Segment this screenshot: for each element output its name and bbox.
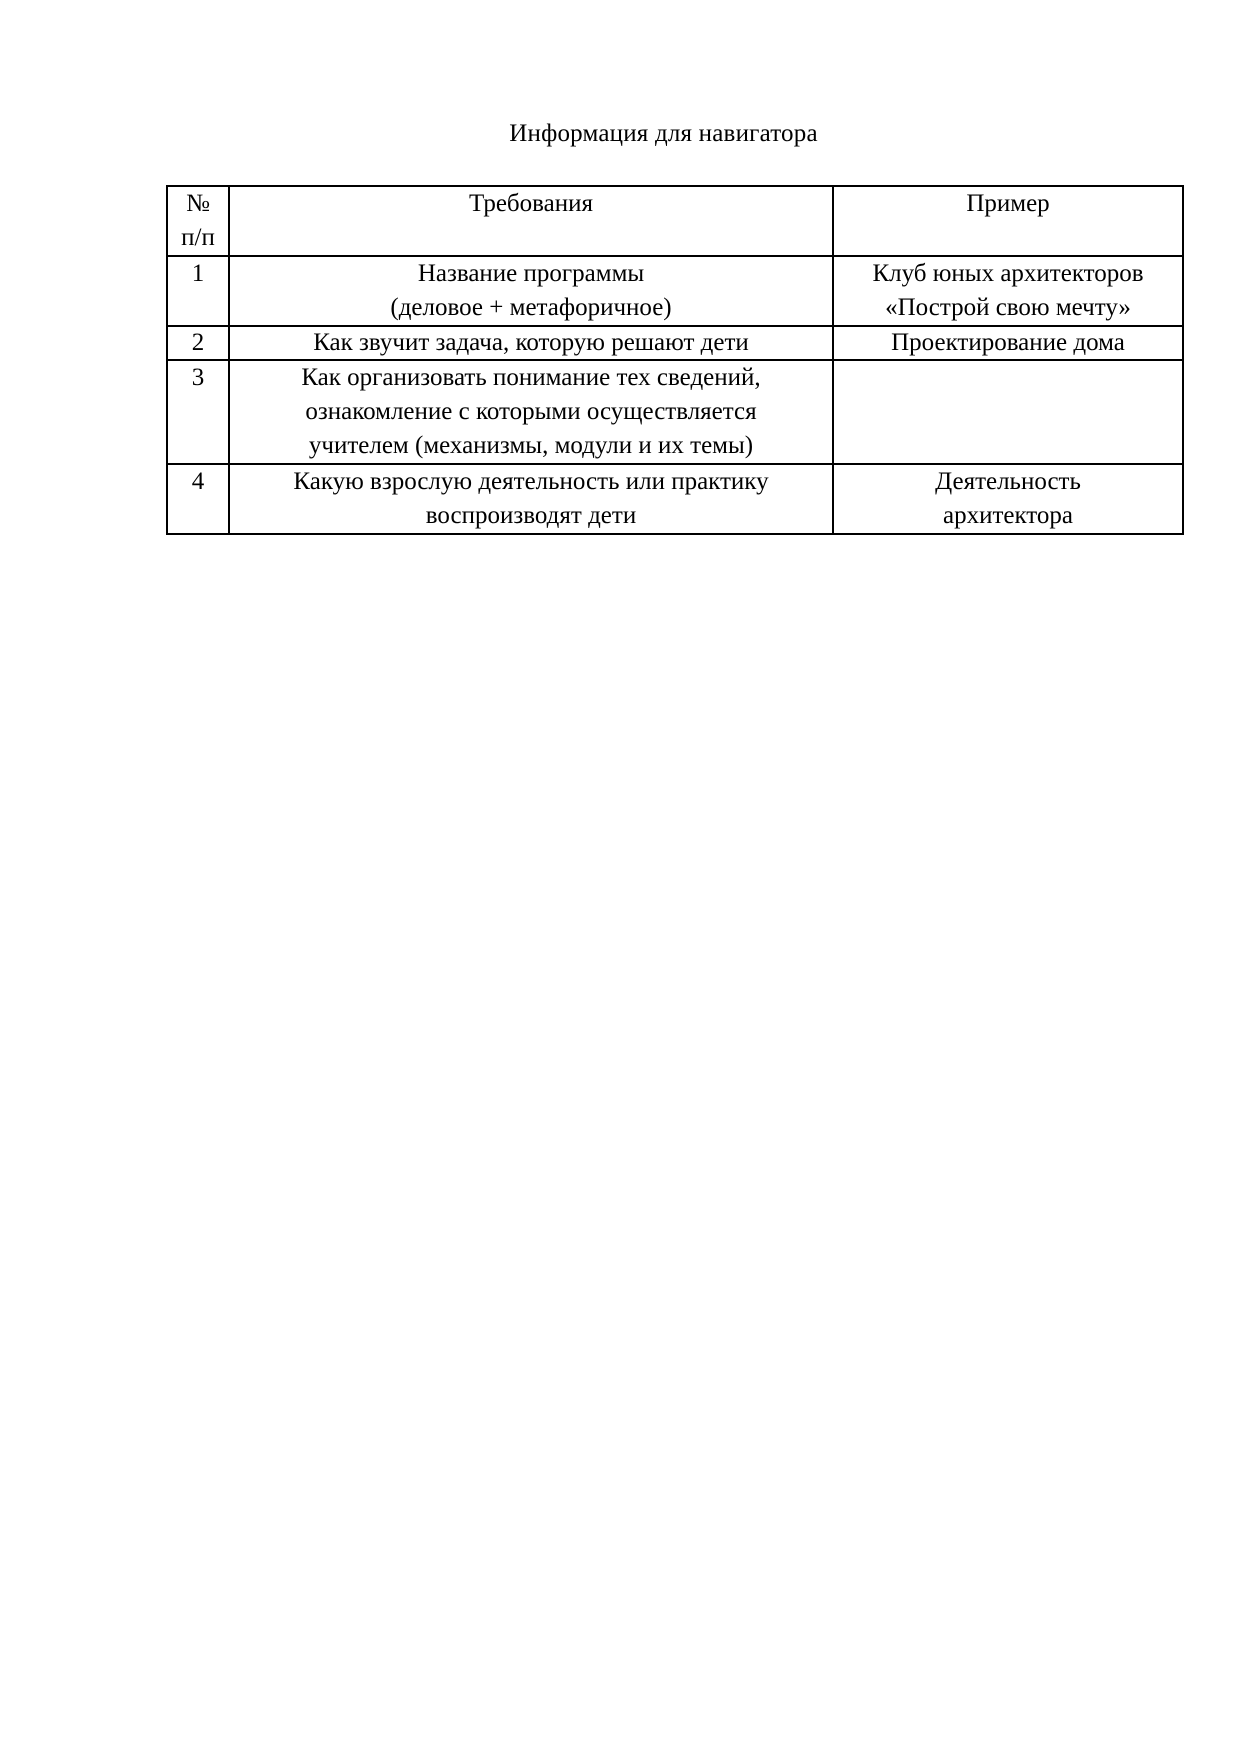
row-example: Проектирование дома — [833, 326, 1183, 360]
row-requirement: Как организовать понимание тех сведений, ознакомление с которыми осуществляется учителем (механизмы, модули и их темы) — [229, 360, 833, 464]
page-title: Информация для навигатора — [509, 120, 818, 147]
row-requirement: Название программы (деловое + метафоричное) — [229, 256, 833, 326]
row-number: 3 — [167, 360, 229, 464]
header-number: № п/п — [167, 186, 229, 256]
row-number: 1 — [167, 256, 229, 326]
row-example — [833, 360, 1183, 464]
row-example: Клуб юных архитекторов «Построй свою мечту» — [833, 256, 1183, 326]
navigator-info-table — [166, 185, 1184, 535]
table-row — [167, 360, 1183, 464]
header-requirements: Требования — [229, 186, 833, 256]
table-row — [167, 326, 1183, 360]
row-number: 4 — [167, 464, 229, 534]
row-requirement: Как звучит задача, которую решают дети — [229, 326, 833, 360]
table-header-row — [167, 186, 1183, 256]
header-example: Пример — [833, 186, 1183, 256]
row-number: 2 — [167, 326, 229, 360]
row-requirement: Какую взрослую деятельность или практику воспроизводят дети — [229, 464, 833, 534]
table-row — [167, 256, 1183, 326]
table-row — [167, 464, 1183, 534]
row-example: Деятельность архитектора — [833, 464, 1183, 534]
